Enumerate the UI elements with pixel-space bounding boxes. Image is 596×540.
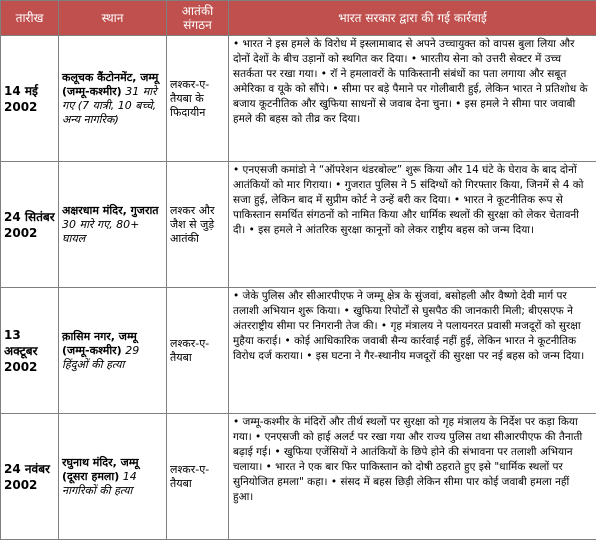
casualties: 30 मारे गए, 80+ घायल (62, 218, 139, 245)
row-place (59, 162, 167, 288)
row-actions: • जम्मू-कश्मीर के मंदिरों और तीर्थ स्थलों पर सुरक्षा को गृह मंत्रालय के निर्देश पर कड़ा किया गया। • एनएसजी को हाई अलर्ट पर रखा गया और राज्य पुलिस तथा सीआरपीएफ की तैनाती बढ़ाई गई। • खुफिया एजेंसियों ने आतंकियों के छिपे होने की संभावना पर तलाशी अभियान चलाया। • भारत ने एक बार फिर पाकिस्तान को दोषी ठहराते हुए इसे "धार्मिक स्थलों पर सुनियोजित हमला" कहा। • संसद में बहस छिड़ी लेकिन सीमा पार कोई जवाबी हमला नहीं हुआ। (229, 414, 596, 540)
place-name: क़ासिम नगर, जम्मू (जम्मू-कश्मीर) (62, 330, 137, 357)
header-date: तारीख (1, 1, 59, 36)
casualties: 14 नागरिकों की हत्या (62, 470, 137, 497)
row-actions: • एनएसजी कमांडो ने “ऑपरेशन थंडरबोल्ट” शुरू किया और 14 घंटे के घेराव के बाद दोनों आतंकियों को मार गिराया। • गुजरात पुलिस ने 5 संदिग्धों को गिरफ्तार किया, जिनमें से 4 को सजा हुई, लेकिन बाद में सुप्रीम कोर्ट ने उन्हें बरी कर दिया। • भारत ने कूटनीतिक रूप से पाकिस्तान समर्थित संगठनों को नामित किया और धार्मिक स्थलों की सुरक्षा को लेकर चेतावनी दी। • इस हमले ने आंतरिक सुरक्षा कानूनों को लेकर राष्ट्रीय बहस को जन्म दिया। (229, 162, 596, 288)
row-place (59, 36, 167, 162)
row-group: लश्कर-ए-तैयबा के फिदायीन (167, 36, 229, 162)
row-group: लश्कर-ए-तैयबा (167, 288, 229, 414)
header-group: आतंकी संगठन (167, 1, 229, 36)
place-name: अक्षरधाम मंदिर, गुजरात (62, 204, 159, 217)
casualties: 31 मारे गए (7 यात्री, 10 बच्चे, अन्य नागरिक) (62, 85, 157, 126)
place-name: रघुनाथ मंदिर, जम्मू (दूसरा हमला) (62, 456, 139, 483)
row-place (59, 414, 167, 540)
casualties: 29 हिंदुओं की हत्या (62, 344, 139, 371)
place-name: कलूचक कैंटोनमेंट, जम्मू (जम्मू-कश्मीर) (62, 71, 158, 98)
row-group: लश्कर और जैश से जुड़े आतंकी (167, 162, 229, 288)
row-date: 14 मई 2002 (1, 36, 59, 162)
table-row (1, 414, 596, 540)
row-actions: • जेके पुलिस और सीआरपीएफ ने जम्मू क्षेत्र के सुंजवां, बसोहली और वैष्णो देवी मार्ग पर तलाशी अभियान शुरू किया। • खुफिया रिपोर्टों से घुसपैठ की जानकारी मिली; बीएसएफ ने अंतरराष्ट्रीय सीमा पर निगरानी तेज की। • गृह मंत्रालय ने पलायनरत प्रवासी मजदूरों को सुरक्षा मुहैया कराई। • कोई आधिकारिक जवाबी सैन्य कार्रवाई नहीं हुई, लेकिन भारत ने कूटनीतिक विरोध दर्ज कराया। • इस घटना ने गैर-स्थानीय मजदूरों की सुरक्षा पर नई बहस को जन्म दिया। (229, 288, 596, 414)
header-row (1, 1, 596, 36)
row-group: लश्कर-ए-तैयबा (167, 414, 229, 540)
table-row (1, 162, 596, 288)
header-place: स्थान (59, 1, 167, 36)
header-action: भारत सरकार द्वारा की गई कार्रवाई (229, 1, 596, 36)
table-row (1, 288, 596, 414)
row-place (59, 288, 167, 414)
table-row (1, 36, 596, 162)
row-date: 13 अक्टूबर 2002 (1, 288, 59, 414)
row-actions: • भारत ने इस हमले के विरोध में इस्लामाबाद से अपने उच्चायुक्त को वापस बुला लिया और दोनों देशों के बीच उड़ानों को स्थगित कर दिया। • भारतीय सेना को उत्तरी सेक्टर में उच्च सतर्कता पर रखा गया। • रॉ ने हमलावरों के पाकिस्तानी संबंधों का पता लगाया और सबूत अमेरिका व यूके को सौंपे। • सीमा पर बड़े पैमाने पर गोलीबारी हुई, लेकिन भारत ने प्रतिशोध के बजाय कूटनीतिक और खुफिया साधनों से जवाब देना चुना। • इस हमले ने सीमा पार जवाबी हमले की बहस को तीव्र कर दिया। (229, 36, 596, 162)
row-date: 24 नवंबर 2002 (1, 414, 59, 540)
row-date: 24 सितंबर 2002 (1, 162, 59, 288)
